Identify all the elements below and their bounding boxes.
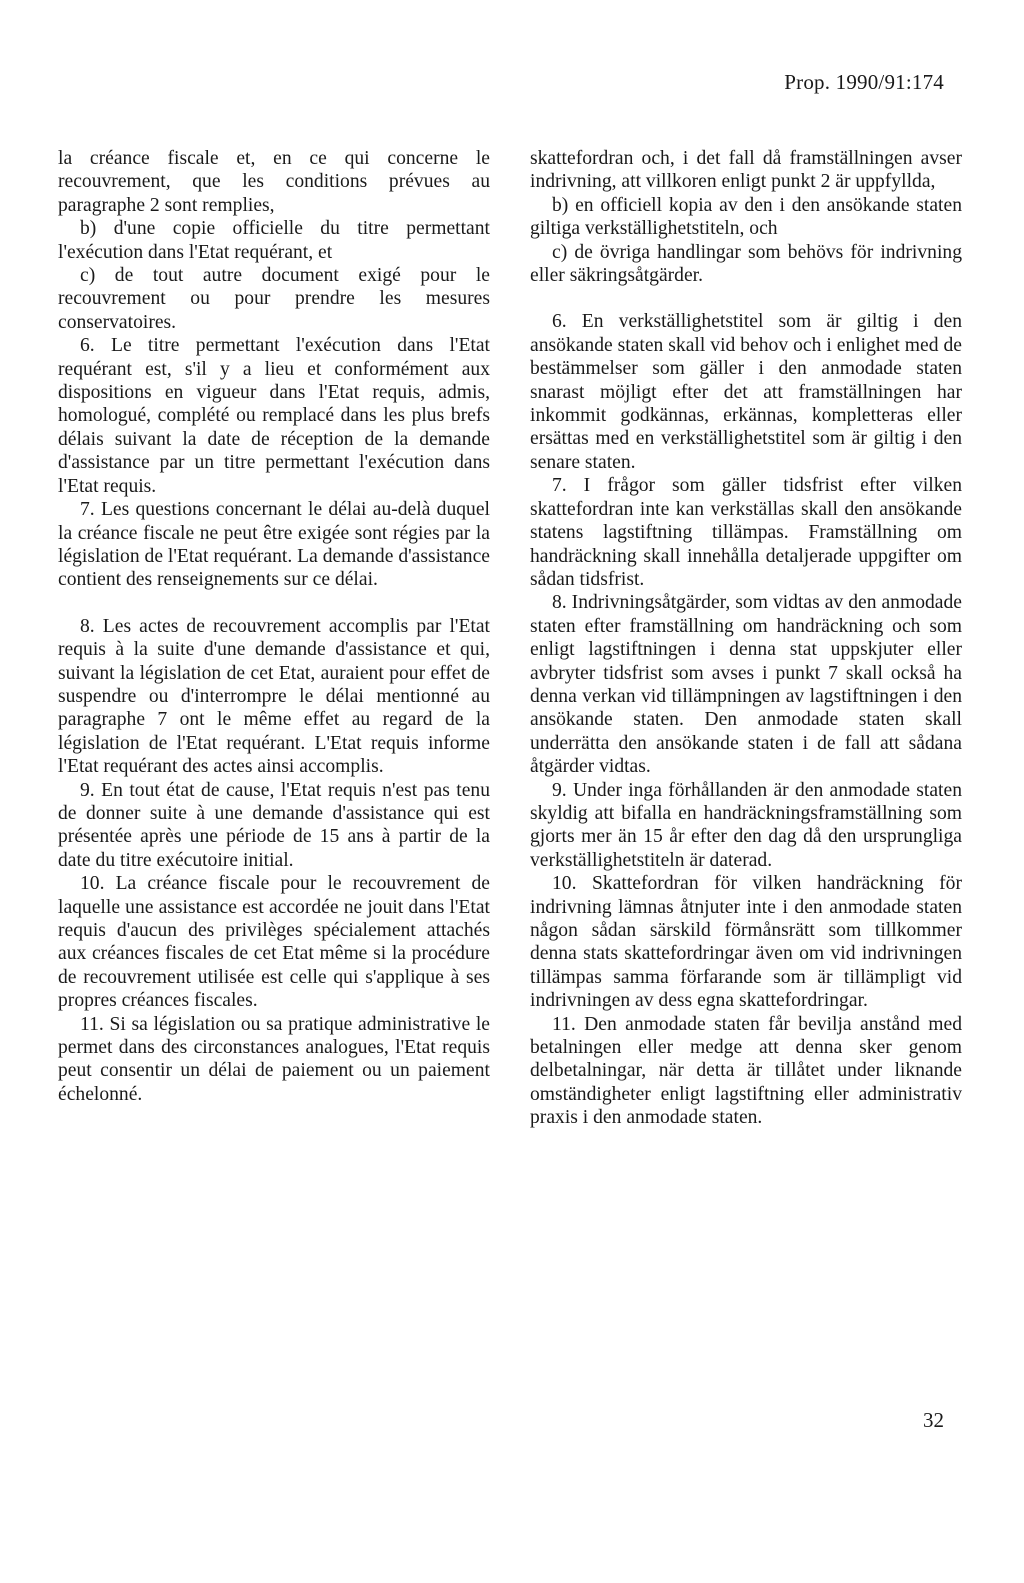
paragraph-sv-11: 11. Den anmodade staten får bevilja anstånd med betalningen eller medge att denna sker genom delbetalningar, när detta är tillåtet under liknande omständigheter enligt lagstiftning eller administrativ praxis i den anmodade staten. [530, 1013, 962, 1129]
paragraph-fr-b: b) d'une copie officielle du titre permettant l'exécution dans l'Etat requérant, et [58, 218, 490, 263]
swedish-text-column [530, 147, 962, 1130]
french-text-column [58, 147, 490, 1106]
document-reference: Prop. 1990/91:174 [784, 70, 944, 94]
paragraph-fr-continuation: la créance fiscale et, en ce qui concerne le recouvrement, que les conditions prévues au paragraphe 2 sont remplies, [58, 148, 490, 216]
paragraph-fr-10: 10. La créance fiscale pour le recouvrement de laquelle une assistance est accordée ne jouit dans l'Etat requis d'aucun des privilèges spécialement attachés aux créances fiscales de cet Etat même si la procédure de recouvrement utilisée est celle qui s'applique à ses propres créances fiscales. [58, 873, 490, 1012]
paragraph-sv-c: c) de övriga handlingar som behövs för indrivning eller säkringsåtgärder. [530, 241, 962, 287]
paragraph-fr-11: 11. Si sa législation ou sa pratique administrative le permet dans des circonstances analogues, l'Etat requis peut consentir un délai de paiement ou un paiement échelonné. [58, 1013, 490, 1105]
paragraph-sv-b: b) en officiell kopia av den i den ansökande staten giltiga verkställighetstiteln, och [530, 194, 962, 240]
page-number: 32 [923, 1408, 944, 1432]
paragraph-sv-9: 9. Under inga förhållanden är den anmodade staten skyldig att bifalla en handräckningsframställning som gjorts mer än 15 år efter den dag då den ursprungliga verkställighetstiteln är daterad. [530, 779, 962, 871]
paragraph-sv-6: 6. En verkställighetstitel som är giltig i den ansökande staten skall vid behov och i enlighet med de bestämmelser som gäller i den anmodade staten snarast möjligt efter det att framställningen har inkommit godkännas, erkännas, kompletteras eller ersättas med en verkställighetstitel som är giltig i den senare staten. [530, 311, 962, 473]
paragraph-fr-6: 6. Le titre permettant l'exécution dans l'Etat requérant est, s'il y a lieu et conformément aux dispositions en vigueur dans l'Etat requis, admis, homologué, complété ou remplacé dans les plus brefs délais suivant la date de réception de la demande d'assistance par un titre permettant l'exécution dans l'Etat requis. [58, 335, 490, 497]
paragraph-sv-7: 7. I frågor som gäller tidsfrist efter vilken skattefordran inte kan verkställas skall den ansökande statens lagstiftning tillämpas. Framställning om handräckning skall innehålla detaljerade uppgifter om sådan tidsfrist. [530, 475, 962, 590]
paragraph-fr-9: 9. En tout état de cause, l'Etat requis n'est pas tenu de donner suite à une demande d'assistance qui est présentée après une période de 15 ans à partir de la date du titre exécutoire initial. [58, 779, 490, 871]
paragraph-sv-10: 10. Skattefordran för vilken handräckning för indrivning lämnas åtnjuter inte i den anmodade staten någon sådan särskild förmånsrätt som tillkommer denna stats skattefordringar även om vid indrivningen tillämpas samma förfarande som är tillämpligt vid indrivningen av dess egna skattefordringar. [530, 873, 962, 1012]
paragraph-sv-8: 8. Indrivningsåtgärder, som vidtas av den anmodade staten efter framställning om handräckning och som enligt lagstiftningen i denna stat uppskjuter eller avbryter tidsfrist som avses i punkt 7 skall också ha denna verkan vid tillämpningen av lagstiftningen i den ansökande staten. Den anmodade staten skall underrätta den ansökande staten i de fall att sådana åtgärder vidtas. [530, 592, 962, 778]
paragraph-fr-7: 7. Les questions concernant le délai au-delà duquel la créance fiscale ne peut être exigée sont régies par la législation de l'Etat requérant. La demande d'assistance contient des renseignements sur ce délai. [58, 499, 490, 591]
paragraph-fr-8: 8. Les actes de recouvrement accomplis par l'Etat requis à la suite d'une demande d'assistance et qui, suivant la législation de cet Etat, auraient pour effet de suspendre ou d'interrompre le délai mentionné au paragraphe 7 ont le même effet au regard de la législation de l'Etat requérant. L'Etat requis informe l'Etat requérant des actes ainsi accomplis. [58, 615, 490, 778]
paragraph-sv-continuation: skattefordran och, i det fall då framställningen avser indrivning, att villkoren enligt punkt 2 är uppfyllda, [530, 148, 962, 193]
paragraph-fr-c: c) de tout autre document exigé pour le recouvrement ou pour prendre les mesures conservatoires. [58, 265, 490, 333]
